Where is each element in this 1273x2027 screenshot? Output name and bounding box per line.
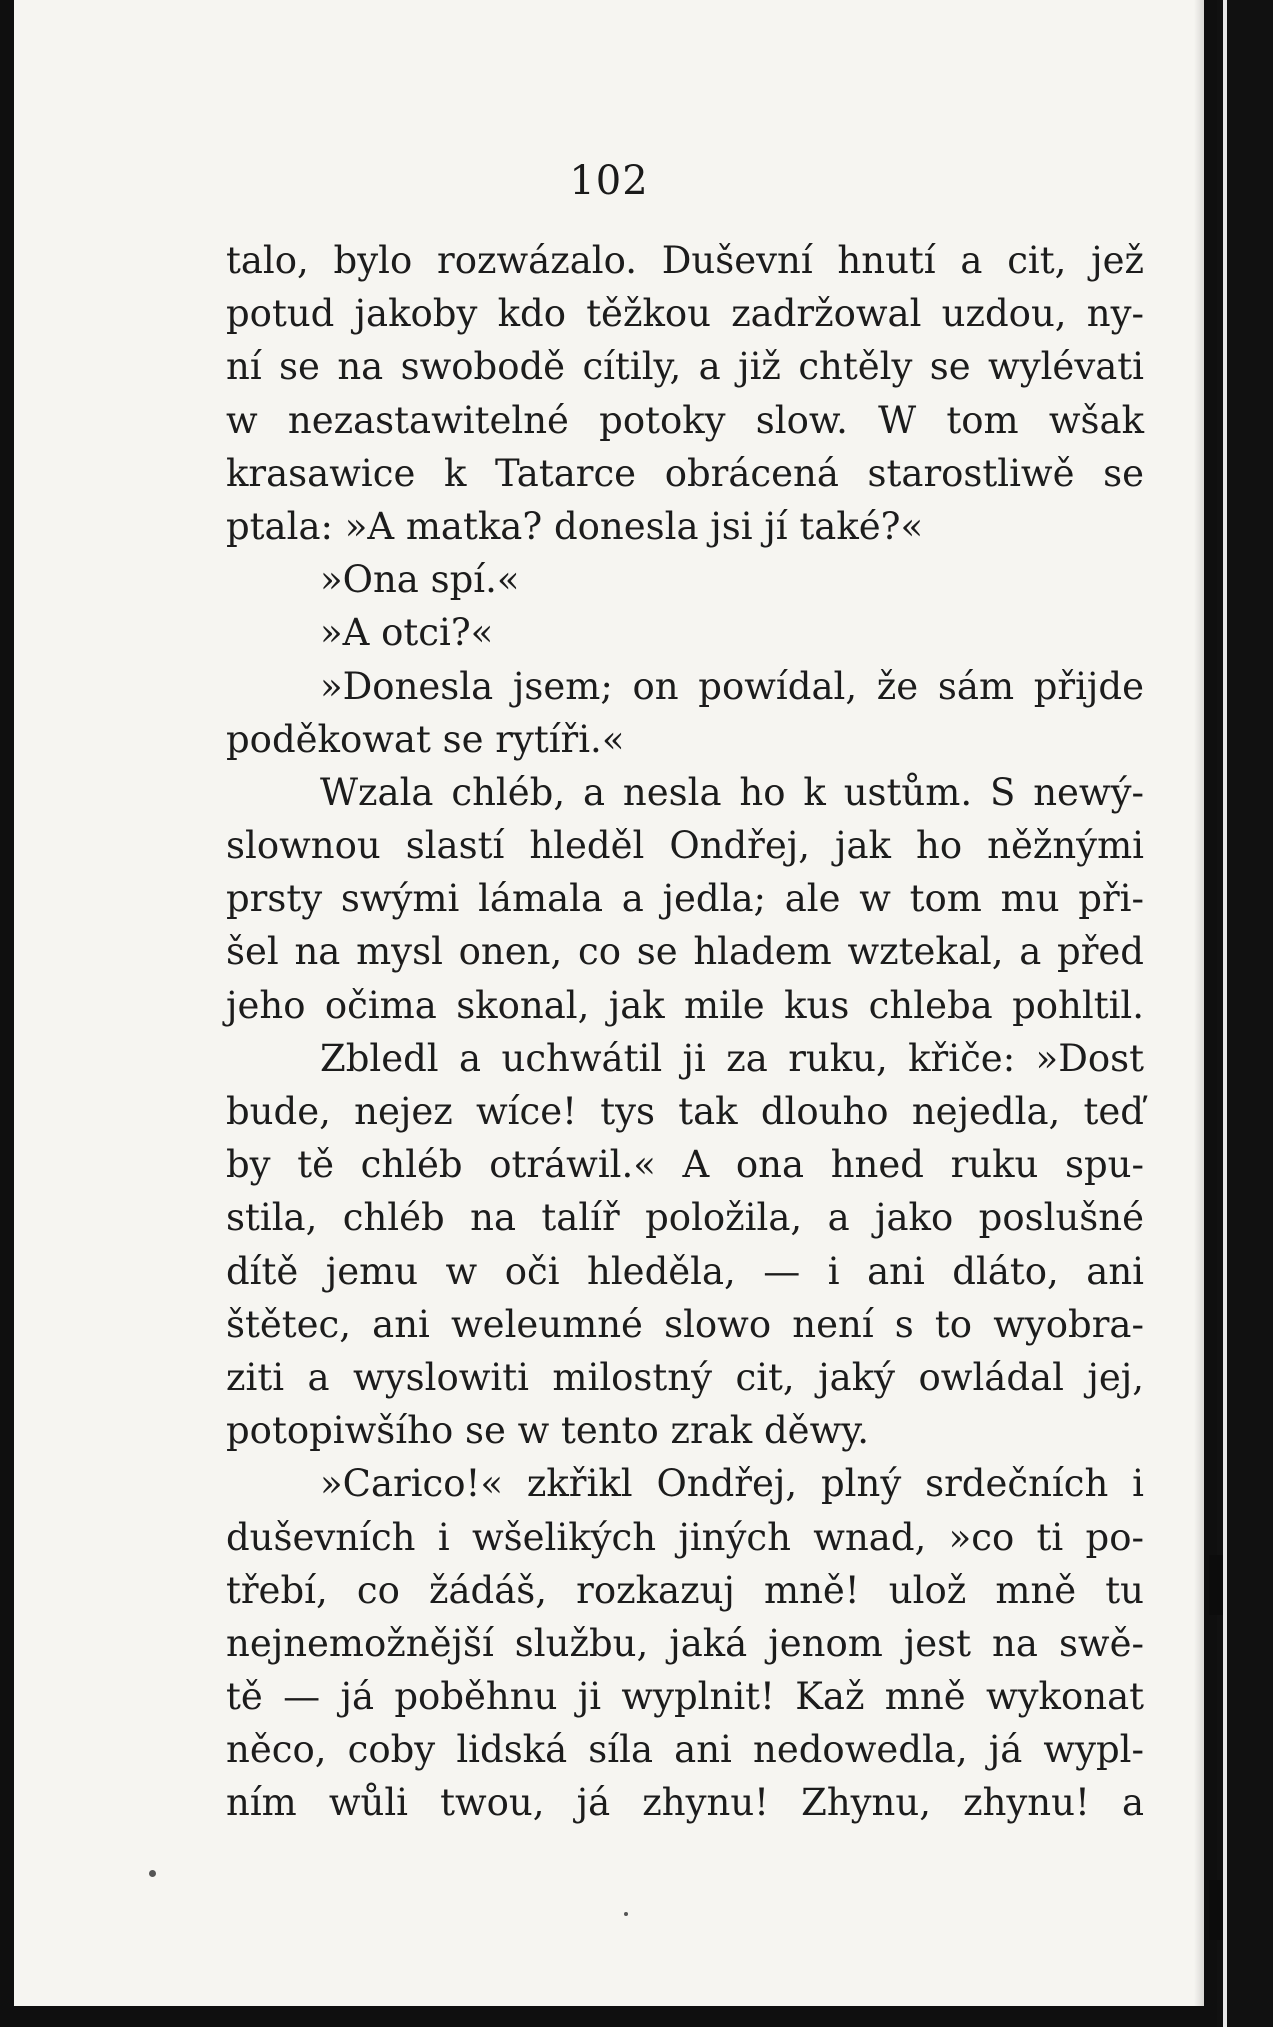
text-line: ptala: »A matka? donesla jsi jí také?« — [226, 504, 924, 548]
text-line: prsty swými lámala a jedla; ale w tom mu při- — [226, 877, 1144, 921]
text-line: duševních i wšelikých jiných wnad, »co ti po- — [226, 1515, 1144, 1559]
text-line: ní se na swobodě cítily, a již chtěly se wylévati — [226, 345, 1144, 389]
text-line: něco, coby lidská síla ani nedowedla, já wypl- — [226, 1728, 1144, 1772]
paper-speck — [624, 1912, 628, 1916]
body-text — [226, 234, 1144, 1830]
text-line: poděkowat se rytíři.« — [226, 717, 625, 761]
page-number: 102 — [569, 158, 649, 204]
text-line: talo, bylo rozwázalo. Duševní hnutí a cit, jež — [226, 239, 1144, 282]
text-line: potopiwšího se w tento zrak děwy. — [226, 1409, 869, 1453]
text-line: ziti a wyslowiti milostný cit, jaký owládal jej, — [226, 1355, 1144, 1399]
text-line: »Ona spí.« — [320, 558, 520, 602]
text-line: by tě chléb otráwil.« A ona hned ruku spu- — [226, 1143, 1144, 1187]
text-line: nejnemožnější službu, jaká jenom jest na swě- — [226, 1621, 1144, 1665]
text-line: Zbledl a uchwátil ji za ruku, křiče: »Dost — [320, 1036, 1144, 1080]
spine-edge — [1223, 0, 1227, 2027]
text-line: dítě jemu w oči hleděla, — i ani dláto, ani — [226, 1249, 1144, 1293]
text-line: potud jakoby kdo těžkou zadržowal uzdou, ny- — [226, 292, 1144, 336]
paper-speck — [149, 1870, 156, 1877]
book-page — [14, 0, 1204, 2006]
binding-mark — [1209, 1555, 1223, 1615]
text-line: bude, nejez wíce! tys tak dlouho nejedla, teď — [226, 1090, 1144, 1133]
text-line: tě — já poběhnu ji wyplnit! Kaž mně wykonat — [226, 1675, 1144, 1719]
text-line: ním wůli twou, já zhynu! Zhynu, zhynu! a — [226, 1781, 1144, 1825]
text-line: w nezastawitelné potoky slow. W tom wšak — [226, 398, 1144, 442]
text-line: krasawice k Tatarce obrácená starostliwě se — [226, 451, 1144, 495]
text-line: slownou slastí hleděl Ondřej, jak ho něžnými — [226, 824, 1144, 868]
text-line: štětec, ani weleumné slowo není s to wyobra- — [226, 1302, 1144, 1346]
text-line: »Carico!« zkřikl Ondřej, plný srdečních i — [320, 1462, 1144, 1506]
text-line: třebí, co žádáš, rozkazuj mně! ulož mně tu — [226, 1568, 1144, 1612]
text-line: »A otci?« — [320, 611, 494, 655]
text-line: stila, chléb na talíř položila, a jako poslušné — [226, 1196, 1144, 1240]
text-line: jeho očima skonal, jak mile kus chleba pohltil. — [226, 983, 1144, 1027]
text-line: »Donesla jsem; on powídal, že sám přijde — [320, 664, 1144, 708]
text-line: šel na mysl onen, co se hladem wztekal, a před — [226, 930, 1144, 974]
text-line: Wzala chléb, a nesla ho k ustům. S newý- — [320, 770, 1144, 814]
binding-mark — [1209, 1880, 1223, 1940]
